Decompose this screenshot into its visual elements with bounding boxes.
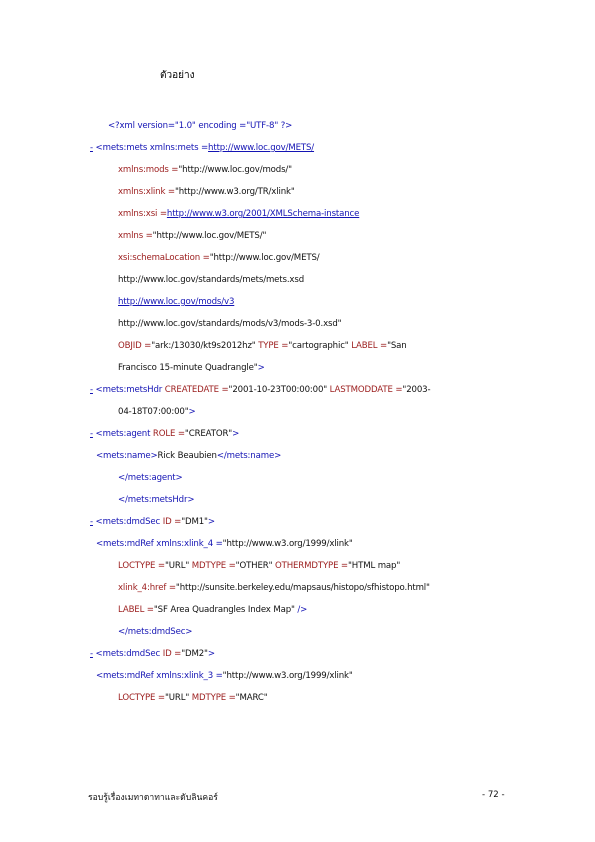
label-index-map-line bbox=[118, 604, 307, 616]
collapse-toggle[interactable]: - bbox=[90, 143, 93, 153]
schema-location-value-2: http://www.loc.gov/standards/mets/mets.xsd bbox=[118, 275, 304, 285]
objid-value: "ark:/13030/kt9s2012hz" bbox=[151, 341, 256, 351]
href-attr: xlink_4:href = bbox=[118, 583, 176, 593]
label-line-2 bbox=[118, 362, 265, 374]
dmdsec-open-tag: <mets:dmdSec bbox=[95, 517, 161, 527]
mdref-xlink4-line bbox=[96, 538, 353, 550]
xmlns-xsi-link[interactable]: http://www.w3.org/2001/XMLSchema-instance bbox=[166, 209, 360, 219]
lastmoddate-line-2 bbox=[118, 406, 196, 418]
loctype-value: "URL" bbox=[164, 561, 190, 571]
mdtype-value: "OTHER" bbox=[235, 561, 273, 571]
label-index-value: "SF Area Quadrangles Index Map" bbox=[153, 605, 295, 615]
mdtype-marc-value: "MARC" bbox=[235, 693, 268, 703]
mdref-xlink3-line bbox=[96, 670, 353, 682]
metshdr-close-tag: </mets:metsHdr> bbox=[118, 495, 195, 505]
mets-root-line bbox=[90, 142, 314, 154]
dmdsec-dm2-line bbox=[90, 648, 215, 660]
schema-location-line-2 bbox=[118, 274, 304, 286]
label-value-2: Francisco 15-minute Quadrangle" bbox=[118, 363, 258, 373]
loctype-html-line bbox=[118, 560, 400, 572]
agent-line bbox=[90, 428, 239, 440]
label-close-bracket: > bbox=[257, 363, 265, 373]
name-text: Rick Beaubien bbox=[157, 451, 217, 461]
dmdsec-dm1-line bbox=[90, 516, 215, 528]
metshdr-close-bracket: > bbox=[188, 407, 196, 417]
schema-location-line-4 bbox=[118, 318, 341, 330]
objid-attr: OBJID = bbox=[118, 341, 152, 351]
id2-attr: ID = bbox=[162, 649, 182, 659]
collapse-toggle[interactable]: - bbox=[90, 385, 93, 395]
href-value: "http://sunsite.berkeley.edu/mapsaus/histopo/sfhistopo.html" bbox=[175, 583, 430, 593]
lastmoddate-attr: LASTMODDATE = bbox=[329, 385, 403, 395]
mdref3-open-tag: <mets:mdRef xmlns:xlink_3 = bbox=[96, 671, 223, 681]
mdref-open-tag: <mets:mdRef xmlns:xlink_4 = bbox=[96, 539, 223, 549]
agent-open-bracket: > bbox=[232, 429, 240, 439]
id-attr: ID = bbox=[162, 517, 182, 527]
schema-location-attr: xsi:schemaLocation = bbox=[118, 253, 210, 263]
name-open-tag: <mets:name> bbox=[96, 451, 158, 461]
xml-decl-text: <?xml version="1.0" encoding ="UTF-8" ?> bbox=[108, 121, 293, 131]
agent-open-tag: <mets:agent bbox=[95, 429, 151, 439]
mets-namespace-link[interactable]: http://www.loc.gov/METS/ bbox=[208, 143, 315, 153]
dmdsec2-open-bracket: > bbox=[207, 649, 215, 659]
schema-location-line bbox=[118, 252, 320, 264]
role-value: "CREATOR" bbox=[184, 429, 233, 439]
mdref-xlink4-value: "http://www.w3.org/1999/xlink" bbox=[222, 539, 353, 549]
footer-title: รอบรู้เรื่องเมทาดาทาและดับลินคอร์ bbox=[88, 793, 218, 803]
dm1-value: "DM1" bbox=[181, 517, 208, 527]
mods-v3-link[interactable]: http://www.loc.gov/mods/v3 bbox=[118, 297, 235, 307]
dm2-value: "DM2" bbox=[181, 649, 208, 659]
xmlns-mods-line bbox=[118, 164, 292, 176]
section-heading: ตัวอย่าง bbox=[160, 70, 195, 81]
xmlns-xlink-line bbox=[118, 186, 295, 198]
href-line bbox=[118, 582, 430, 594]
xmlns-line bbox=[118, 230, 266, 242]
page-number: - 72 - bbox=[482, 790, 505, 800]
agent-close-tag: </mets:agent> bbox=[118, 473, 183, 483]
role-attr: ROLE = bbox=[152, 429, 185, 439]
mdref-xlink3-value: "http://www.w3.org/1999/xlink" bbox=[222, 671, 353, 681]
dmdsec-open-bracket: > bbox=[207, 517, 215, 527]
type-value: "cartographic" bbox=[288, 341, 349, 351]
dmdsec-close-tag: </mets:dmdSec> bbox=[118, 627, 193, 637]
mdtype2-attr: MDTYPE = bbox=[191, 693, 236, 703]
xmlns-xsi-attr: xmlns:xsi = bbox=[118, 209, 167, 219]
xmlns-xlink-value: "http://www.w3.org/TR/xlink" bbox=[174, 187, 295, 197]
xml-declaration bbox=[108, 120, 292, 132]
label-index-attr: LABEL = bbox=[118, 605, 154, 615]
schema-location-value-4: http://www.loc.gov/standards/mods/v3/mods-3-0.xsd" bbox=[118, 319, 342, 329]
lastmoddate-value-2: 04-18T07:00:00" bbox=[118, 407, 189, 417]
metshdr-open-tag: <mets:metsHdr bbox=[95, 385, 163, 395]
metshdr-close-line bbox=[118, 494, 194, 506]
collapse-toggle[interactable]: - bbox=[90, 649, 93, 659]
metshdr-line bbox=[90, 384, 430, 396]
collapse-toggle[interactable]: - bbox=[90, 429, 93, 439]
dmdsec2-open-tag: <mets:dmdSec bbox=[95, 649, 161, 659]
label-attr: LABEL = bbox=[351, 341, 388, 351]
type-attr: TYPE = bbox=[258, 341, 289, 351]
xmlns-mods-value: "http://www.loc.gov/mods/" bbox=[178, 165, 292, 175]
name-line bbox=[96, 450, 281, 462]
loctype2-attr: LOCTYPE = bbox=[118, 693, 165, 703]
dmdsec-close-line bbox=[118, 626, 192, 638]
othermdtype-value: "HTML map" bbox=[348, 561, 401, 571]
collapse-toggle[interactable]: - bbox=[90, 517, 93, 527]
schema-location-value-1: "http://www.loc.gov/METS/ bbox=[209, 253, 320, 263]
xmlns-xlink-attr: xmlns:xlink = bbox=[118, 187, 175, 197]
othermdtype-attr: OTHERMDTYPE = bbox=[274, 561, 348, 571]
self-close: /> bbox=[297, 605, 308, 615]
objid-line bbox=[118, 340, 407, 352]
createdate-attr: CREATEDATE = bbox=[164, 385, 229, 395]
agent-close-line bbox=[118, 472, 183, 484]
loctype-marc-line bbox=[118, 692, 268, 704]
loctype-attr: LOCTYPE = bbox=[118, 561, 165, 571]
xmlns-mods-attr: xmlns:mods = bbox=[118, 165, 179, 175]
xmlns-xsi-line bbox=[118, 208, 359, 220]
createdate-value: "2001-10-23T00:00:00" bbox=[228, 385, 328, 395]
loctype2-value: "URL" bbox=[164, 693, 190, 703]
label-value-1: "San bbox=[387, 341, 407, 351]
mets-open-tag: <mets:mets xmlns:mets = bbox=[95, 143, 209, 153]
name-close-tag: </mets:name> bbox=[216, 451, 282, 461]
xmlns-attr: xmlns = bbox=[118, 231, 153, 241]
xmlns-value: "http://www.loc.gov/METS/" bbox=[152, 231, 267, 241]
mdtype-attr: MDTYPE = bbox=[191, 561, 236, 571]
lastmoddate-value-1: "2003- bbox=[402, 385, 431, 395]
schema-location-line-3 bbox=[118, 296, 234, 308]
